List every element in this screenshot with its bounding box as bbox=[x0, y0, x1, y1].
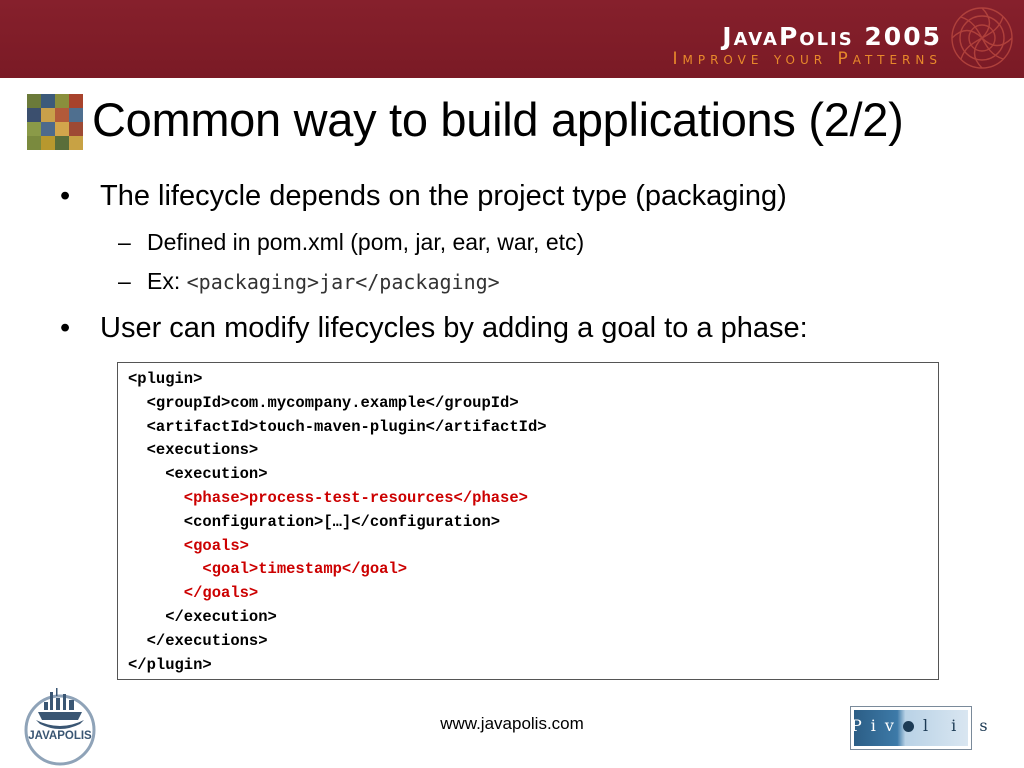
bullet-marker: • bbox=[60, 180, 71, 212]
code-line: <configuration>[…]</configuration> bbox=[128, 512, 501, 531]
pivolis-o-icon bbox=[903, 721, 914, 732]
conference-subtitle: Improve your Patterns bbox=[672, 49, 942, 69]
sub-bullet-marker: – bbox=[118, 268, 131, 294]
mosaic-tile bbox=[27, 136, 41, 150]
code-line: <groupId>com.mycompany.example</groupId> bbox=[128, 393, 519, 412]
mosaic-tile bbox=[27, 108, 41, 122]
code-line: </plugin> bbox=[128, 655, 212, 674]
pivolis-letter: P bbox=[851, 716, 871, 735]
mosaic-tile bbox=[69, 108, 83, 122]
pivolis-letter: i bbox=[870, 716, 885, 735]
code-line: <goals> bbox=[128, 536, 249, 555]
mosaic-tile bbox=[69, 136, 83, 150]
mosaic-tile bbox=[41, 122, 55, 136]
mosaic-tile bbox=[41, 108, 55, 122]
code-line: </executions> bbox=[128, 631, 268, 650]
sub-bullet-marker: – bbox=[118, 229, 131, 255]
bullet-text: The lifecycle depends on the project type (packaging) bbox=[100, 180, 787, 212]
conference-title: JavaPolis 2005 bbox=[722, 22, 942, 51]
mosaic-tile bbox=[69, 122, 83, 136]
header-banner bbox=[0, 0, 1024, 78]
pivolis-letter: v bbox=[884, 716, 903, 735]
sub-bullet-text: Defined in pom.xml (pom, jar, ear, war, etc) bbox=[147, 229, 585, 255]
code-block bbox=[117, 362, 939, 680]
code-line: </execution> bbox=[128, 608, 277, 626]
pivolis-letters-dark: l i s bbox=[922, 716, 997, 735]
swirl-emblem-icon bbox=[948, 4, 1016, 72]
footer-url: www.javapolis.com bbox=[440, 714, 584, 733]
pivolis-logo-text bbox=[851, 716, 997, 735]
bullet-marker: • bbox=[60, 312, 71, 344]
code-line: <artifactId>touch-maven-plugin</artifactId> bbox=[128, 417, 547, 436]
mosaic-tile bbox=[27, 94, 41, 108]
mosaic-tile bbox=[27, 122, 41, 136]
mosaic-tile bbox=[55, 122, 69, 136]
code-line: <phase>process-test-resources</phase> bbox=[128, 489, 528, 507]
mosaic-logo-icon bbox=[27, 94, 83, 150]
sub-bullet-text bbox=[147, 268, 500, 295]
inline-code: <packaging>jar</packaging> bbox=[186, 270, 500, 294]
mosaic-tile bbox=[69, 94, 83, 108]
javapolis-logo-text: JAVAPOLIS bbox=[28, 730, 92, 742]
code-line: <plugin> bbox=[128, 370, 203, 388]
code-line: <goal>timestamp</goal> bbox=[128, 560, 408, 579]
mosaic-tile bbox=[55, 136, 69, 150]
mosaic-tile bbox=[55, 108, 69, 122]
code-line: <executions> bbox=[128, 441, 259, 460]
code-line: </goals> bbox=[128, 584, 259, 603]
mosaic-tile bbox=[41, 136, 55, 150]
pivolis-logo bbox=[850, 706, 997, 750]
code-line: <execution> bbox=[128, 465, 268, 484]
mosaic-tile bbox=[55, 94, 69, 108]
mosaic-tile bbox=[41, 94, 55, 108]
bullet-text: User can modify lifecycles by adding a goal to a phase: bbox=[100, 312, 808, 344]
slide-title: Common way to build applications (2/2) bbox=[92, 93, 904, 146]
sub-bullet-prefix: Ex: bbox=[147, 268, 187, 294]
